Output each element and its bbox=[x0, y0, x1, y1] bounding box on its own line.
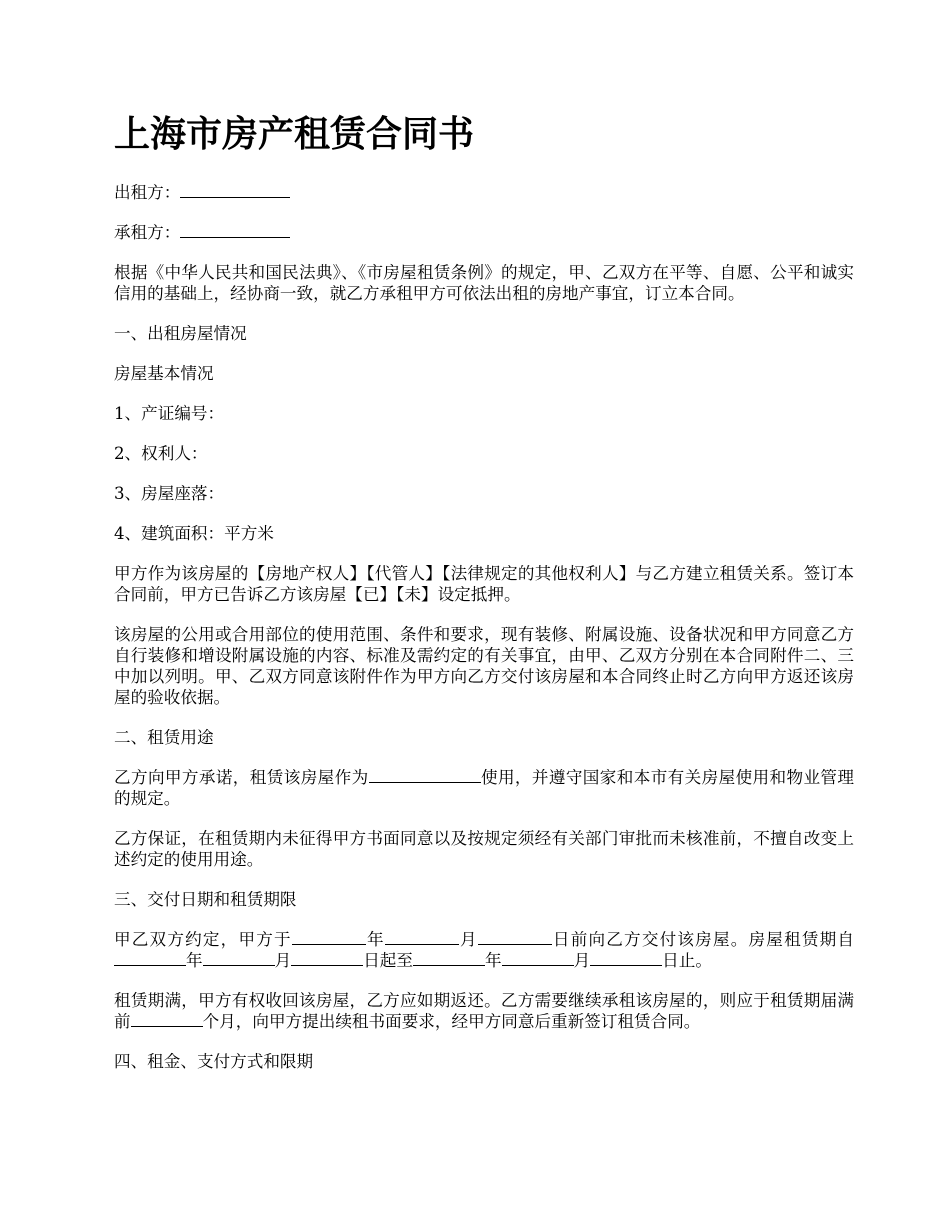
usage-blank[interactable] bbox=[369, 768, 481, 783]
delivery-year-blank[interactable] bbox=[292, 930, 366, 945]
document-title: 上海市房产租赁合同书 bbox=[114, 113, 475, 155]
section3-paragraph-1 bbox=[114, 929, 854, 971]
term-start-text: 日前向乙方交付该房屋。房屋租赁期自 bbox=[551, 930, 855, 949]
lessee-label: 承租方： bbox=[114, 223, 181, 242]
month-label: 月 bbox=[274, 951, 292, 970]
section1-paragraph-1: 甲方作为该房屋的【房地产权人】【代管人】【法律规定的其他权利人】与乙方建立租赁关系。签订本合同前，甲方已告诉乙方该房屋【已】【未】设定抵押。 bbox=[114, 564, 854, 604]
start-month-blank[interactable] bbox=[203, 951, 275, 966]
renewal-months-blank[interactable] bbox=[131, 1012, 203, 1027]
end-day-blank[interactable] bbox=[590, 951, 662, 966]
delivery-month-blank[interactable] bbox=[385, 930, 459, 945]
lessee-line bbox=[114, 222, 854, 243]
list-item-floor-area: 4、建筑面积：平方米 bbox=[114, 524, 274, 543]
list-item-certificate-number: 1、产证编号： bbox=[114, 404, 225, 423]
section2-paragraph-1 bbox=[114, 767, 854, 809]
section4-heading: 四、租金、支付方式和限期 bbox=[114, 1052, 314, 1071]
month-label: 月 bbox=[458, 930, 478, 949]
term-end-text: 日止。 bbox=[662, 951, 712, 970]
lessor-line bbox=[114, 182, 854, 203]
section2-paragraph-2: 乙方保证，在租赁期内未征得甲方书面同意以及按规定须经有关部门审批而未核准前，不擅自改变上述约定的使用用途。 bbox=[114, 829, 854, 869]
year-label: 年 bbox=[186, 951, 203, 970]
term-to-text: 日起至 bbox=[363, 951, 413, 970]
contract-document bbox=[114, 108, 854, 1091]
section1-subheading: 房屋基本情况 bbox=[114, 364, 214, 383]
month-label: 月 bbox=[573, 951, 591, 970]
renewal-text-before: 租赁期满，甲方有权收回该房屋，乙方应如期返还。乙方需要继续承租该房屋的，则应于租赁期届满前 bbox=[114, 991, 854, 1031]
list-item-rights-holder: 2、权利人： bbox=[114, 444, 208, 463]
section3-paragraph-2 bbox=[114, 990, 854, 1032]
year-label: 年 bbox=[484, 951, 502, 970]
section1-paragraph-2: 该房屋的公用或合用部位的使用范围、条件和要求，现有装修、附属设施、设备状况和甲方同意乙方自行装修和增设附属设施的内容、标准及需约定的有关事宜，由甲、乙双方分别在本合同附件二、三中加以列明。甲、乙双方同意该附件作为甲方向乙方交付该房屋和本合同终止时乙方向甲方返还该房屋的验收依据。 bbox=[114, 625, 854, 707]
lessor-blank[interactable] bbox=[180, 183, 290, 198]
start-year-blank[interactable] bbox=[114, 951, 186, 966]
section3-heading: 三、交付日期和租赁期限 bbox=[114, 890, 297, 909]
renewal-text-after: 个月，向甲方提出续租书面要求，经甲方同意后重新签订租赁合同。 bbox=[202, 1012, 701, 1031]
lessee-blank[interactable] bbox=[180, 223, 290, 238]
intro-paragraph: 根据《中华人民共和国民法典》、《市房屋租赁条例》的规定，甲、乙双方在平等、自愿、公平和诚实信用的基础上，经协商一致，就乙方承租甲方可依法出租的房地产事宜，订立本合同。 bbox=[114, 263, 854, 303]
section2-heading: 二、租赁用途 bbox=[114, 728, 214, 747]
year-label: 年 bbox=[365, 930, 385, 949]
list-item-location: 3、房屋座落： bbox=[114, 484, 225, 503]
lessor-label: 出租方： bbox=[114, 183, 181, 202]
start-day-blank[interactable] bbox=[291, 951, 363, 966]
usage-text-before: 乙方向甲方承诺，租赁该房屋作为 bbox=[114, 768, 369, 787]
end-year-blank[interactable] bbox=[413, 951, 485, 966]
delivery-day-blank[interactable] bbox=[478, 930, 552, 945]
usage-text-after: 使用，并遵守国家和本市有关房屋使用和物业管理的规定。 bbox=[114, 768, 854, 808]
section1-heading: 一、出租房屋情况 bbox=[114, 324, 247, 343]
delivery-text: 甲乙双方约定，甲方于 bbox=[114, 930, 292, 949]
end-month-blank[interactable] bbox=[502, 951, 574, 966]
